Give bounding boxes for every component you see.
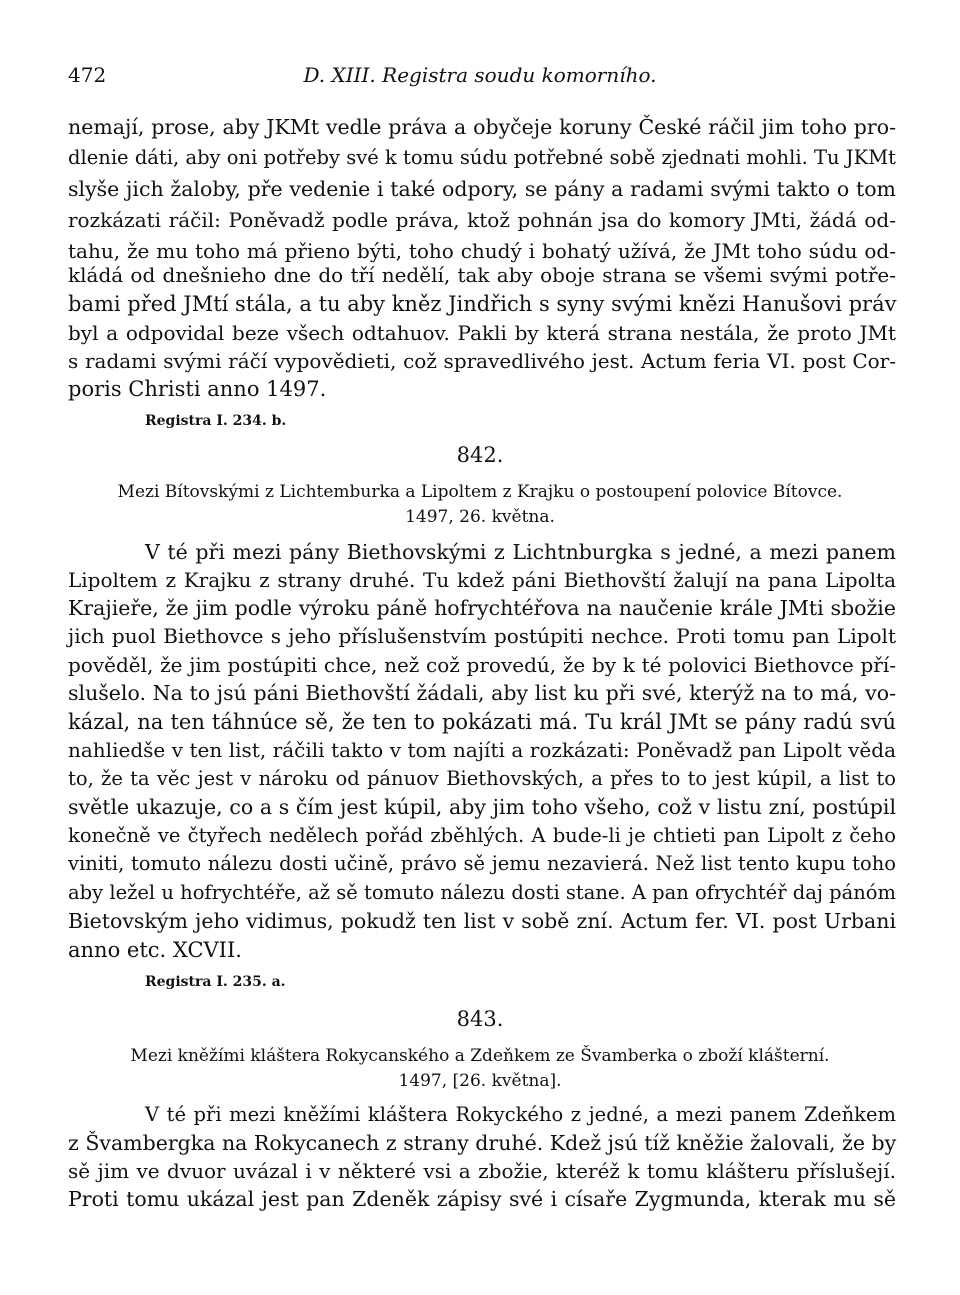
- page-number: 472: [68, 63, 107, 87]
- text-line: jich puol Biethovce s jeho příslušenstvím postúpiti nechce. Proti tomu pan Lipolt: [68, 624, 896, 648]
- text-line: s radami svými ráčí vypovědieti, což spravedlivého jest. Actum feria VI. post Cor-: [68, 349, 896, 373]
- text-line: slušelo. Na to jsú páni Biethovští žádali, aby list ku při své, kterýž na to má, vo-: [68, 681, 896, 705]
- text-line: Krajieře, že jim podle výroku páně hofrychtéřova na naučenie krále JMti sbožie: [68, 596, 896, 620]
- text-line: Bietovským jeho vidimus, pokudž ten list v sobě zní. Actum fer. VI. post Urbani: [68, 909, 896, 933]
- text-line: V té při mezi kněžími kláštera Rokyckého z jedné, a mezi panem Zdeňkem: [145, 1103, 896, 1126]
- text-line: nemají, prose, aby JKMt vedle práva a obyčeje koruny České ráčil jim toho pro-: [68, 115, 896, 139]
- text-line: sě jim ve dvuor uvázal i v některé vsi a zbožie, kteréž k tomu klášteru příslušejí.: [68, 1159, 896, 1183]
- source-reference: Registra I. 235. a.: [145, 974, 286, 990]
- text-line: Lipoltem z Krajku z strany druhé. Tu kdež páni Biethovští žalují na pana Lipolta: [68, 568, 896, 592]
- text-line: rozkázati ráčil: Poněvadž podle práva, ktož pohnán jsa do komory JMti, žádá od-: [68, 208, 896, 232]
- text-line: byl a odpovidal beze všech odtahuov. Pakli by která strana nestála, že proto JMt: [68, 321, 896, 345]
- text-line: tahu, že mu toho má přieno býti, toho chudý i bohatý užívá, že JMt toho súdu od-: [68, 239, 896, 263]
- entry-title: Mezi Bítovskými z Lichtemburka a Lipoltem z Krajku o postoupení polovice Bítovce.: [117, 482, 843, 502]
- entry-date: 1497, [26. května].: [398, 1071, 562, 1091]
- text-line: nahliedše v ten list, ráčili takto v tom najíti a rozkázati: Poněvadž pan Lipolt věda: [68, 738, 896, 762]
- text-line: dlenie dáti, aby oni potřeby své k tomu súdu potřebné sobě zjednati mohli. Tu JKMt: [68, 146, 896, 169]
- text-line: z Švambergka na Rokycanech z strany druhé. Kdež jsú tíž kněžie žalovali, že by: [68, 1131, 897, 1155]
- text-line: kládá od dnešnieho dne do tří nedělí, tak aby oboje strana se všemi svými potře-: [68, 263, 896, 287]
- entry-number: 843.: [456, 1007, 504, 1031]
- entry-title: Mezi kněžími kláštera Rokycanského a Zdeňkem ze Švamberka o zboží klášterní.: [130, 1046, 830, 1066]
- text-line: aby ležel u hofrychtéře, až sě tomuto nálezu dosti stane. A pan ofrychtéř daj pánóm: [68, 881, 896, 904]
- text-line: viniti, tomuto nálezu dosti učině, právo sě jemu nezavierá. Než list tento kupu toho: [68, 852, 896, 875]
- text-line: konečně ve čtyřech nedělech pořád zběhlých. A bude-li je chtieti pan Lipolt z čeho: [68, 824, 896, 847]
- source-reference: Registra I. 234. b.: [145, 413, 287, 429]
- text-line: poris Christi anno 1497.: [68, 377, 327, 401]
- running-title: D. XIII. Registra soudu komorního.: [303, 63, 657, 87]
- text-line: V té při mezi pány Biethovskými z Lichtnburgka s jedné, a mezi panem: [145, 540, 896, 564]
- text-line: Proti tomu ukázal jest pan Zdeněk zápisy své i císaře Zygmunda, kterak mu sě: [68, 1187, 896, 1211]
- entry-date: 1497, 26. května.: [405, 507, 555, 527]
- text-line: slyše jich žaloby, pře vedenie i také odpory, se pány a radami svými takto o tom: [68, 177, 896, 201]
- entry-number: 842.: [456, 443, 504, 467]
- text-line: anno etc. XCVII.: [68, 938, 242, 962]
- text-line: světle ukazuje, co a s čím jest kúpil, aby jim toho všeho, což v listu zní, postúpil: [68, 795, 896, 819]
- text-line: kázal, na ten táhnúce sě, že ten to pokázati má. Tu král JMt se pány radú svú: [68, 710, 896, 734]
- text-line: pověděl, že jim postúpiti chce, než což provedú, že by k té polovici Biethovce pří-: [68, 653, 896, 677]
- text-line: to, že ta věc jest v nároku od pánuov Biethovských, a přes to to jest kúpil, a list to: [68, 767, 896, 790]
- text-line: bami před JMtí stála, a tu aby kněz Jindřich s syny svými knězi Hanušovi práv: [68, 292, 897, 316]
